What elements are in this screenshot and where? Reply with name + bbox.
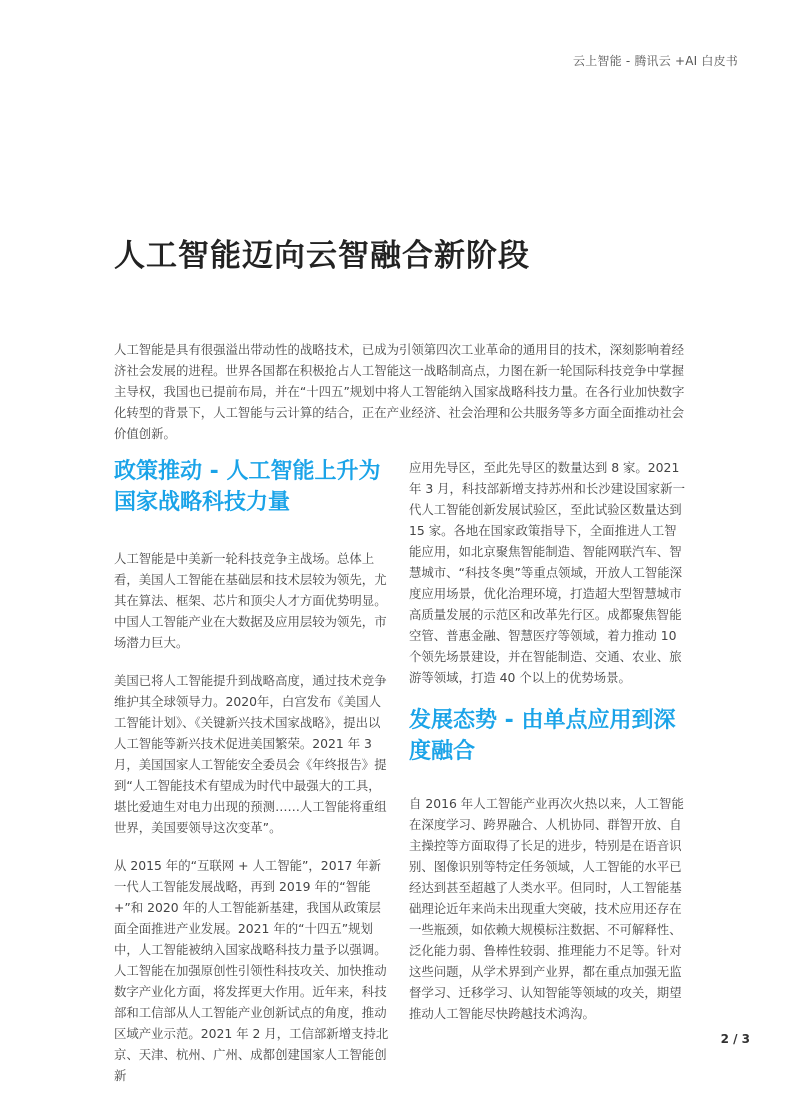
- header-label: 云上智能 - 腾讯云 +AI 白皮书: [573, 54, 738, 68]
- page-number: 2 / 3: [720, 1032, 750, 1046]
- left-column: [114, 456, 392, 1103]
- section-paragraph-continued: 应用先导区，至此先导区的数量达到 8 家。2021 年 3 月，科技部新增支持苏州和长沙建设国家新一代人工智能创新发展试验区，至此试验区数量达到 15 家。各地在国家政策指导下，全面推进人工智能应用，如北京聚焦智能制造、智能网联汽车、智慧城市、“科技冬奥”等重点领域，开放人工智能深度应用场景，优化治理环境，打造超大型智慧城市高质量发展的示范区和改革先行区。成都聚焦智能空管、普惠金融、智慧医疗等领域，着力推动 10 个领先场景建设，并在智能制造、交通、农业、旅游等领域，打造 40 个以上的优势场景。: [409, 460, 685, 685]
- section-title-policy: 政策推动 - 人工智能上升为国家战略科技力量: [114, 459, 381, 515]
- right-column: [409, 457, 687, 1041]
- section-title-trend: 发展态势 - 由单点应用到深度融合: [409, 708, 676, 764]
- section-paragraph: 自 2016 年人工智能产业再次火热以来，人工智能在深度学习、跨界融合、人机协同、群智开放、自主操控等方面取得了长足的进步，特别是在语音识别、图像识别等特定任务领域，人工智能的水平已经达到甚至超越了人类水平。但同时，人工智能基础理论近年来尚未出现重大突破，技术应用还存在一些瓶颈，如依赖大规模标注数据、不可解释性、泛化能力弱、鲁棒性较弱、推理能力不足等。针对这些问题，从学术界到产业界，都在重点加强无监督学习、迁移学习、认知智能等领域的攻关，期望推动人工智能尽快跨越技术鸿沟。: [409, 796, 684, 1021]
- section-paragraph: 人工智能是中美新一轮科技竞争主战场。总体上看，美国人工智能在基础层和技术层较为领先，尤其在算法、框架、芯片和顶尖人才方面优势明显。中国人工智能产业在大数据及应用层较为领先，市场潜力巨大。: [114, 551, 387, 650]
- page-title: 人工智能迈向云智融合新阶段: [114, 238, 530, 274]
- intro-paragraph: 人工智能是具有很强溢出带动性的战略技术，已成为引领第四次工业革命的通用目的技术，深刻影响着经济社会发展的进程。世界各国都在积极抢占人工智能这一战略制高点，力图在新一轮国际科技竞争中掌握主导权，我国也已提前布局，并在“十四五”规划中将人工智能纳入国家战略科技力量。在各行业加快数字化转型的背景下，人工智能与云计算的结合，正在产业经济、社会治理和公共服务等多方面全面推动社会价值创新。: [114, 342, 685, 441]
- section-paragraph: 从 2015 年的“互联网 + 人工智能”，2017 年新一代人工智能发展战略，再到 2019 年的“智能 +”和 2020 年的人工智能新基建，我国从政策层面全面推进产业发展。2021 年的“十四五”规划中，人工智能被纳入国家战略科技力量予以强调。人工智能在加强原创性引领性科技攻关、加快推动数字产业化方面，将发挥更大作用。近年来，科技部和工信部从人工智能产业创新试点的角度，推动区域产业示范。2021 年 2 月，工信部新增支持北京、天津、杭州、广州、成都创建国家人工智能创新: [114, 858, 389, 1083]
- section-paragraph: 美国已将人工智能提升到战略高度，通过技术竞争维护其全球领导力。2020年，白宫发布《美国人工智能计划》、《关键新兴技术国家战略》，提出以人工智能等新兴技术促进美国繁荣。2021 年 3 月，美国国家人工智能安全委员会《年终报告》提到“人工智能技术有望成为时代中最强大的工具，堪比爱迪生对电力出现的预测……人工智能将重组世界，美国要领导这次变革”。: [114, 673, 387, 835]
